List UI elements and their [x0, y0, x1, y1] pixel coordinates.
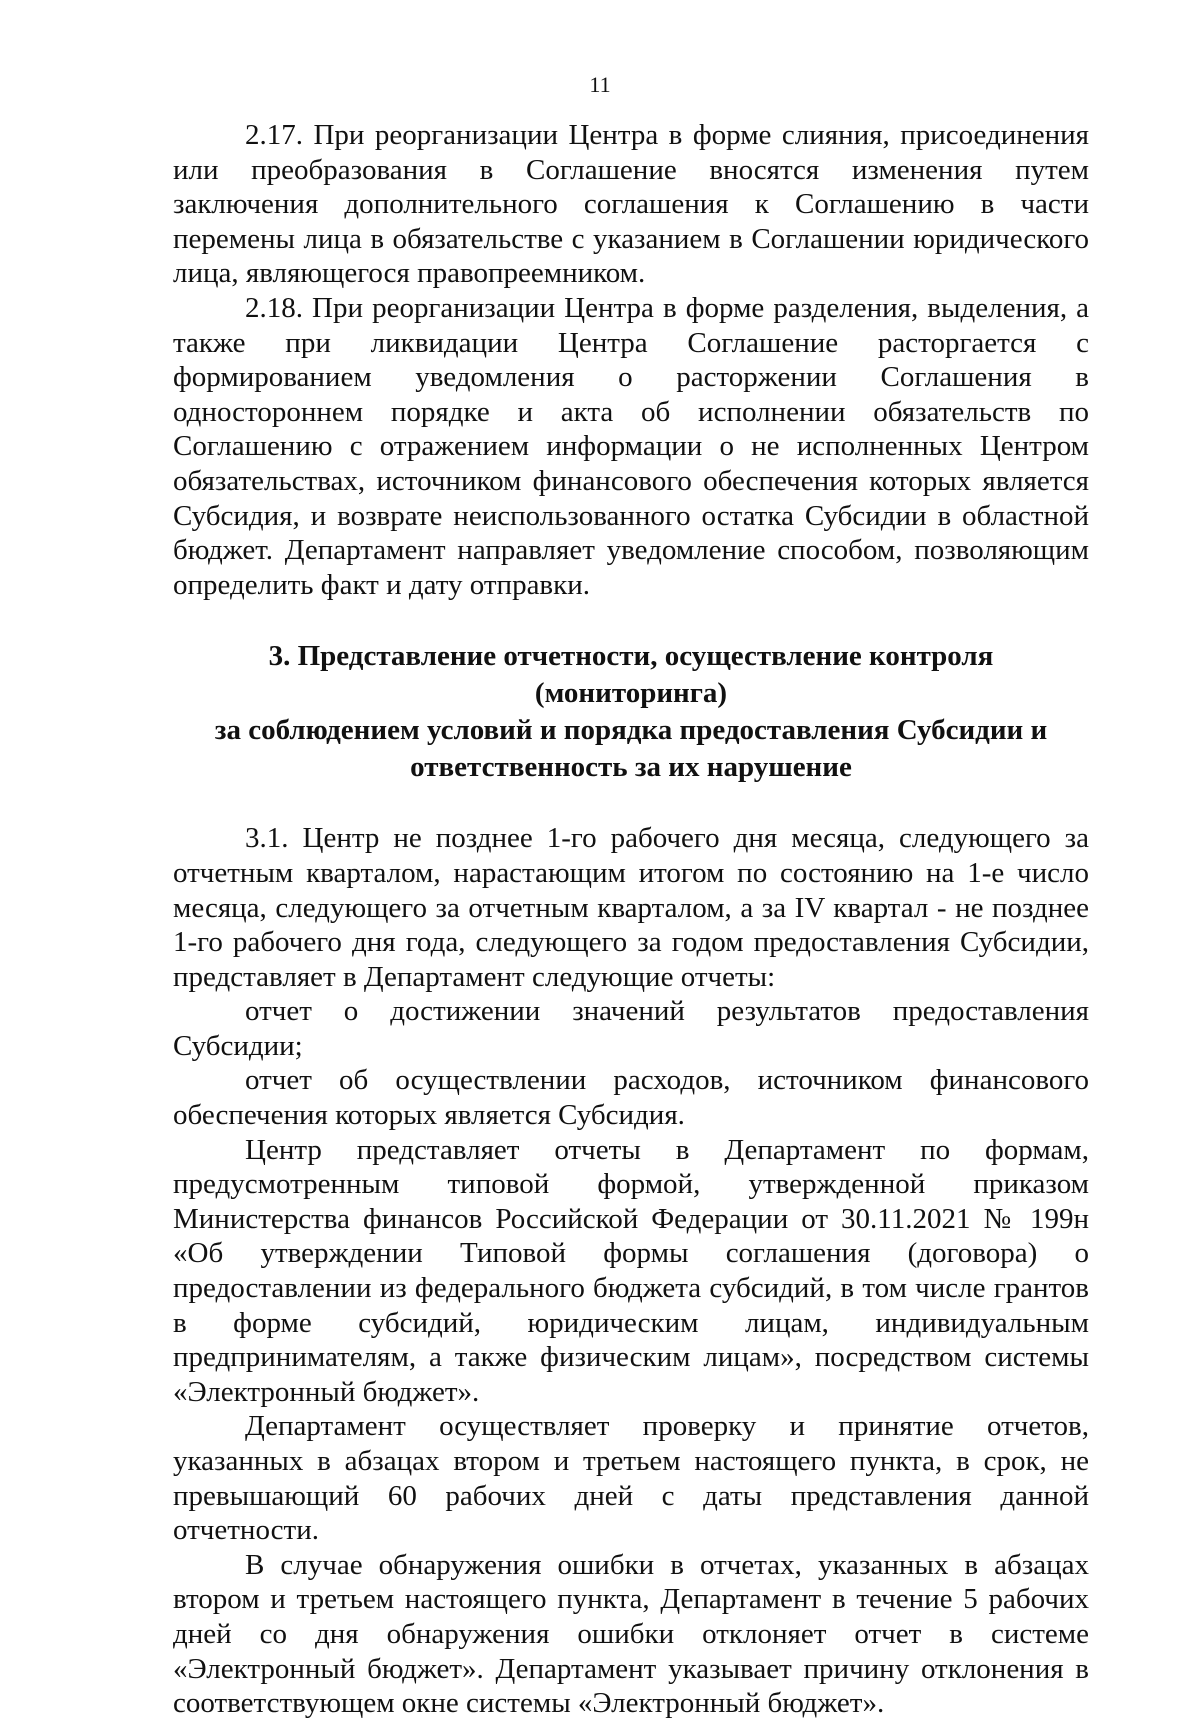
paragraph-3-1: 3.1. Центр не позднее 1-го рабочего дня месяца, следующего за отчетным кварталом, нарастающим итогом по состоянию на 1-е число месяца, следующего за отчетным кварталом, а за IV квартал - не позднее 1-го рабочего дня года, следующего за годом предоставления Субсидии, представляет в Департамент следующие отчеты: — [173, 822, 1089, 993]
document-body — [173, 118, 1089, 1721]
paragraph-report-expenses: отчет об осуществлении расходов, источником финансового обеспечения которых является Субсидия. — [173, 1064, 1089, 1132]
section-heading-line: за соблюдением условий и порядка предоставления Субсидии и — [214, 714, 1048, 747]
paragraph-report-forms: Центр представляет отчеты в Департамент по формам, предусмотренным типовой формой, утвержденной приказом Министерства финансов Российской Федерации от 30.11.2021 № 199н «Об утверждении Типовой формы соглашения (договора) о предоставлении из федерального бюджета субсидий, в том числе грантов в форме субсидий, юридическим лицам, индивидуальным предпринимателям, а также физическим лицам», посредством системы «Электронный бюджет». — [173, 1133, 1089, 1408]
paragraph-2-17: 2.17. При реорганизации Центра в форме слияния, присоединения или преобразования в Соглашение вносятся изменения путем заключения дополнительного соглашения к Соглашению в части перемены лица в обязательстве с указанием в Соглашении юридического лица, являющегося правопреемником. — [173, 119, 1089, 290]
section-heading-line: 3. Представление отчетности, осуществление контроля (мониторинга) — [268, 640, 994, 710]
section-3-heading — [173, 638, 1089, 786]
section-heading-line: ответственность за их нарушение — [410, 751, 852, 784]
paragraph-2-18: 2.18. При реорганизации Центра в форме разделения, выделения, а также при ликвидации Центра Соглашение расторгается с формированием уведомления о расторжении Соглашения в одностороннем порядке и акта об исполнении обязательств по Соглашению с отражением информации о не исполненных Центром обязательствах, источником финансового обеспечения которых является Субсидия, и возврате неиспользованного остатка Субсидии в областной бюджет. Департамент направляет уведомление способом, позволяющим определить факт и дату отправки. — [173, 291, 1089, 601]
paragraph-report-results: отчет о достижении значений результатов предоставления Субсидии; — [173, 995, 1089, 1062]
page-number: 11 — [589, 72, 611, 97]
paragraph-report-errors: В случае обнаружения ошибки в отчетах, указанных в абзацах втором и третьем настоящего пункта, Департамент в течение 5 рабочих дней со дня обнаружения ошибки отклоняет отчет в системе «Электронный бюджет». Департамент указывает причину отклонения в соответствующем окне системы «Электронный бюджет». — [173, 1548, 1089, 1720]
paragraph-report-review: Департамент осуществляет проверку и принятие отчетов, указанных в абзацах втором и третьем настоящего пункта, в срок, не превышающий 60 рабочих дней с даты представления данной отчетности. — [173, 1410, 1089, 1547]
